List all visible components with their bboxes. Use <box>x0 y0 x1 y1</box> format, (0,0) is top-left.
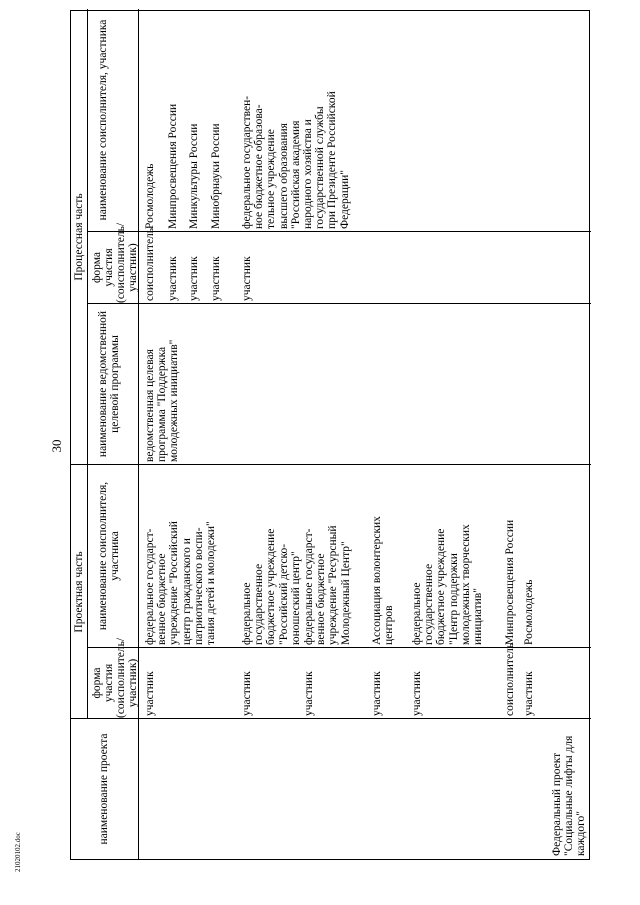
project-row-participant: Росмолодежь <box>523 579 535 645</box>
process-row-form: участник <box>210 256 222 301</box>
process-row-participant: федеральное государствен- ное бюджетное образова- тельное учреждение высшего образования "Российская академия народного хозяйства и государственной службы при Президенте Российской Федерации" <box>241 91 351 229</box>
header-process-part: Процессная часть <box>73 193 85 281</box>
project-row-participant: федеральное государственное бюджетное учреждение "Российский детско- юношеский центр" <box>241 528 302 645</box>
project-row-participant: Минпросвещения России <box>504 519 516 645</box>
rotated-page <box>70 10 590 860</box>
program-name: ведомственная целевая программа "Поддержка молодежных инициатив" <box>144 339 181 462</box>
project-row-participant: Ассоциация волонтерских центров <box>371 516 396 645</box>
project-row-form: участник <box>144 671 156 716</box>
project-row-participant: федеральное государст- венное бюджетное учреждение "Российский центр гражданского и патриотического воспи- тания детей и молодежи" <box>144 521 218 645</box>
project-row-form: участник <box>241 671 253 716</box>
page-number: 30 <box>49 439 64 453</box>
header-program-name: наименование ведомственной целевой программы <box>97 310 121 458</box>
project-row-form: участник <box>303 671 315 716</box>
process-row-form: участник <box>241 256 253 301</box>
project-row-form: участник <box>371 671 383 716</box>
header-project-part: Проектная часть <box>73 551 85 633</box>
process-row-form: соисполнитель <box>144 227 156 301</box>
process-row-participant: Минобрнауки России <box>210 123 222 229</box>
project-row-participant: федеральное государственное бюджетное учреждение "Центр поддержки молодежных творческих инициатив" <box>411 524 485 645</box>
header-project-participation-form: форма участия (соисполнитель/ участник) <box>91 637 139 718</box>
project-row-form: участник <box>411 671 423 716</box>
process-row-participant: Минкультуры России <box>188 123 200 229</box>
process-row-form: участник <box>188 256 200 301</box>
participants-table <box>70 10 590 860</box>
project-row-form: соисполнитель <box>504 642 516 716</box>
header-project-participant-name: наименование соисполнителя, участника <box>97 481 121 631</box>
process-row-participant: Росмолодежь <box>144 163 156 229</box>
header-process-participant-name: наименование соисполнителя, участника <box>97 19 109 221</box>
process-row-form: участник <box>167 256 179 301</box>
project-row-form: участник <box>523 671 535 716</box>
header-project-name: наименование проекта <box>98 733 110 845</box>
footer-file-code: 21020102.doc <box>14 832 22 872</box>
header-process-participation-form: форма участия (соисполнитель/ участник) <box>91 222 139 303</box>
federal-project-name: Федеральный проект "Социальные лифты для каждого" <box>551 735 588 856</box>
project-row-participant: федеральное государст- венное бюджетное учреждение "Ресурсный Молодежный Центр" <box>303 525 352 645</box>
process-row-participant: Минпросвещения России <box>167 103 179 229</box>
